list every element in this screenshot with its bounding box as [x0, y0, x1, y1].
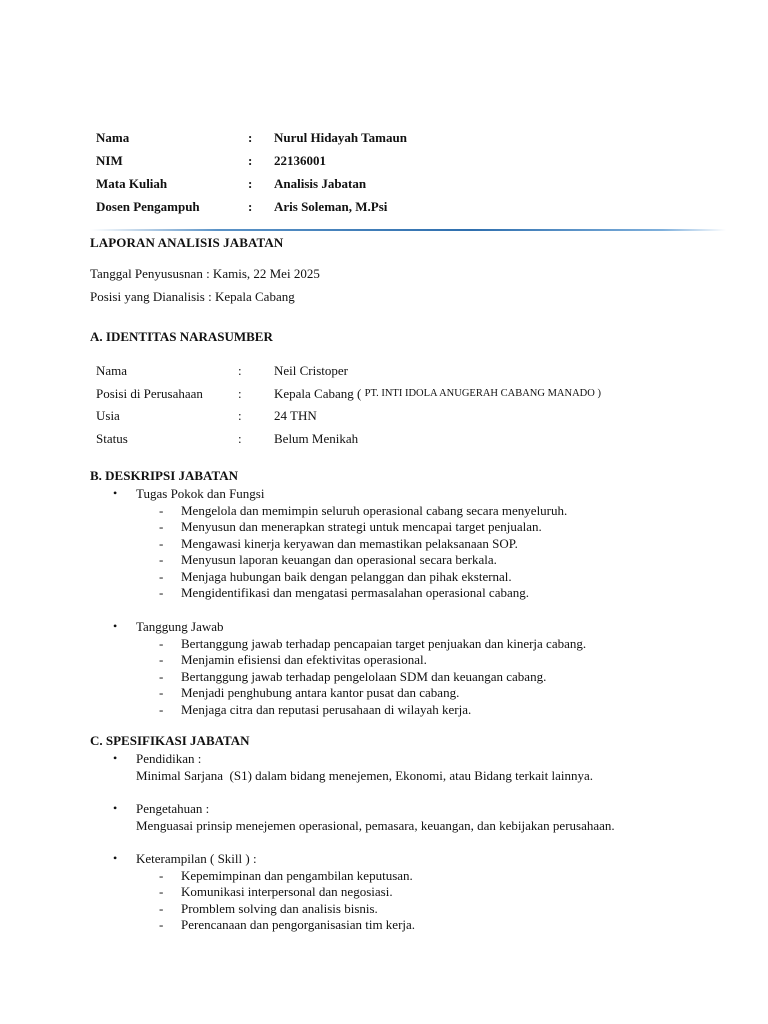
- info-value: Aris Soleman, M.Psi: [274, 198, 388, 214]
- identity-label: Usia: [96, 408, 120, 424]
- dash-glyph: -: [159, 568, 164, 584]
- list-item-text: Komunikasi interpersonal dan negosiasi.: [181, 884, 393, 900]
- identity-separator: :: [238, 385, 242, 401]
- report-title: LAPORAN ANALISIS JABATAN: [90, 235, 284, 250]
- bullet-text: Pengetahuan :: [136, 801, 210, 816]
- dash-glyph: -: [159, 519, 164, 535]
- info-label: Dosen Pengampuh: [96, 198, 200, 214]
- dash-glyph: -: [159, 502, 164, 518]
- spec-text: Menguasai prinsip menejemen operasional, pemasara, keuangan, dan kebijakan perusahaan.: [136, 817, 615, 833]
- dash-glyph: -: [159, 652, 164, 668]
- identity-row: [96, 405, 601, 428]
- identity-row: [96, 383, 601, 406]
- info-separator: :: [248, 175, 253, 191]
- dash-glyph: -: [159, 668, 164, 684]
- student-info: [96, 126, 407, 218]
- list-item-text: Menjadi penghubung antara kantor pusat dan cabang.: [181, 685, 460, 701]
- section-c-heading: C. SPESIFIKASI JABATAN: [90, 733, 250, 748]
- info-value: Nurul Hidayah Tamaun: [274, 129, 407, 145]
- list-item-text: Menjamin efisiensi dan efektivitas operasional.: [181, 652, 427, 668]
- identity-separator: :: [238, 363, 242, 379]
- bullet-glyph: •: [113, 851, 118, 865]
- identity-value: Kepala Cabang (: [274, 385, 365, 401]
- identity-separator: :: [238, 430, 242, 446]
- bullet-text: Pendidikan :: [136, 751, 202, 766]
- list-item-text: Perencanaan dan pengorganisasian tim kerja.: [181, 917, 416, 933]
- informant-identity: [96, 360, 601, 450]
- info-value: 22136001: [274, 152, 326, 168]
- dash-glyph: -: [159, 685, 164, 701]
- identity-row: [96, 428, 601, 451]
- identity-separator: :: [238, 408, 242, 424]
- report-date: Tanggal Penyususnan : Kamis, 22 Mei 2025: [90, 266, 320, 281]
- identity-value: Neil Cristoper: [274, 363, 349, 379]
- dash-glyph: -: [159, 867, 164, 883]
- section-b-heading: B. DESKRIPSI JABATAN: [90, 468, 238, 483]
- dash-glyph: -: [159, 701, 164, 717]
- dash-glyph: -: [159, 884, 164, 900]
- info-separator: :: [248, 152, 253, 168]
- info-row-nama: [96, 126, 407, 149]
- list-item-text: Mengelola dan memimpin seluruh operasional cabang secara menyeluruh.: [181, 502, 568, 518]
- dash-glyph: -: [159, 585, 164, 601]
- list-item-text: Menjaga hubungan baik dengan pelanggan dan pihak eksternal.: [181, 568, 512, 584]
- info-label: Mata Kuliah: [96, 175, 168, 191]
- spec-text: Minimal Sarjana (S1) dalam bidang menejemen, Ekonomi, atau Bidang terkait lainnya.: [136, 767, 594, 783]
- bullet-glyph: •: [113, 801, 118, 815]
- info-label: NIM: [96, 152, 123, 168]
- info-value: Analisis Jabatan: [274, 175, 367, 191]
- identity-value: Belum Menikah: [274, 430, 359, 446]
- identity-label: Nama: [96, 363, 128, 379]
- list-item-text: Kepemimpinan dan pengambilan keputusan.: [181, 867, 413, 883]
- dash-glyph: -: [159, 552, 164, 568]
- identity-label: Posisi di Perusahaan: [96, 385, 203, 401]
- dash-glyph: -: [159, 917, 164, 933]
- list-item-text: Menyusun laporan keuangan dan operasional secara berkala.: [181, 552, 497, 568]
- info-row-mata-kuliah: [96, 172, 407, 195]
- info-row-dosen: [96, 195, 407, 218]
- header-divider: [90, 229, 726, 231]
- bullet-text: Keterampilan ( Skill ) :: [136, 851, 257, 866]
- info-label: Nama: [96, 129, 130, 145]
- info-separator: :: [248, 129, 253, 145]
- bullet-glyph: •: [113, 486, 118, 500]
- identity-row: [96, 360, 601, 383]
- bullet-glyph: •: [113, 619, 118, 633]
- report-position: Posisi yang Dianalisis : Kepala Cabang: [90, 289, 295, 304]
- bullet-text: Tanggung Jawab: [136, 619, 224, 634]
- list-item-text: Promblem solving dan analisis bisnis.: [181, 900, 378, 916]
- list-item-text: Mengawasi kinerja keryawan dan memastikan pelaksanaan SOP.: [181, 535, 518, 551]
- identity-value: 24 THN: [274, 408, 317, 424]
- list-item-text: Mengidentifikasi dan mengatasi permasalahan operasional cabang.: [181, 585, 529, 601]
- list-item-text: Menjaga citra dan reputasi perusahaan di wilayah kerja.: [181, 701, 472, 717]
- identity-label: Status: [96, 430, 128, 446]
- dash-glyph: -: [159, 635, 164, 651]
- section-a-heading: A. IDENTITAS NARASUMBER: [90, 329, 273, 344]
- bullet-text: Tugas Pokok dan Fungsi: [136, 486, 265, 501]
- company-name: PT. INTI IDOLA ANUGERAH CABANG MANADO ): [364, 388, 601, 400]
- list-item-text: Bertanggung jawab terhadap pencapaian target penjuakan dan kinerja cabang.: [181, 635, 587, 651]
- info-separator: :: [248, 198, 253, 214]
- list-item-text: Bertanggung jawab terhadap pengelolaan SDM dan keuangan cabang.: [181, 668, 547, 684]
- list-item-text: Menyusun dan menerapkan strategi untuk mencapai target penjualan.: [181, 519, 542, 535]
- dash-glyph: -: [159, 535, 164, 551]
- info-row-nim: [96, 149, 407, 172]
- bullet-glyph: •: [113, 751, 118, 765]
- dash-glyph: -: [159, 900, 164, 916]
